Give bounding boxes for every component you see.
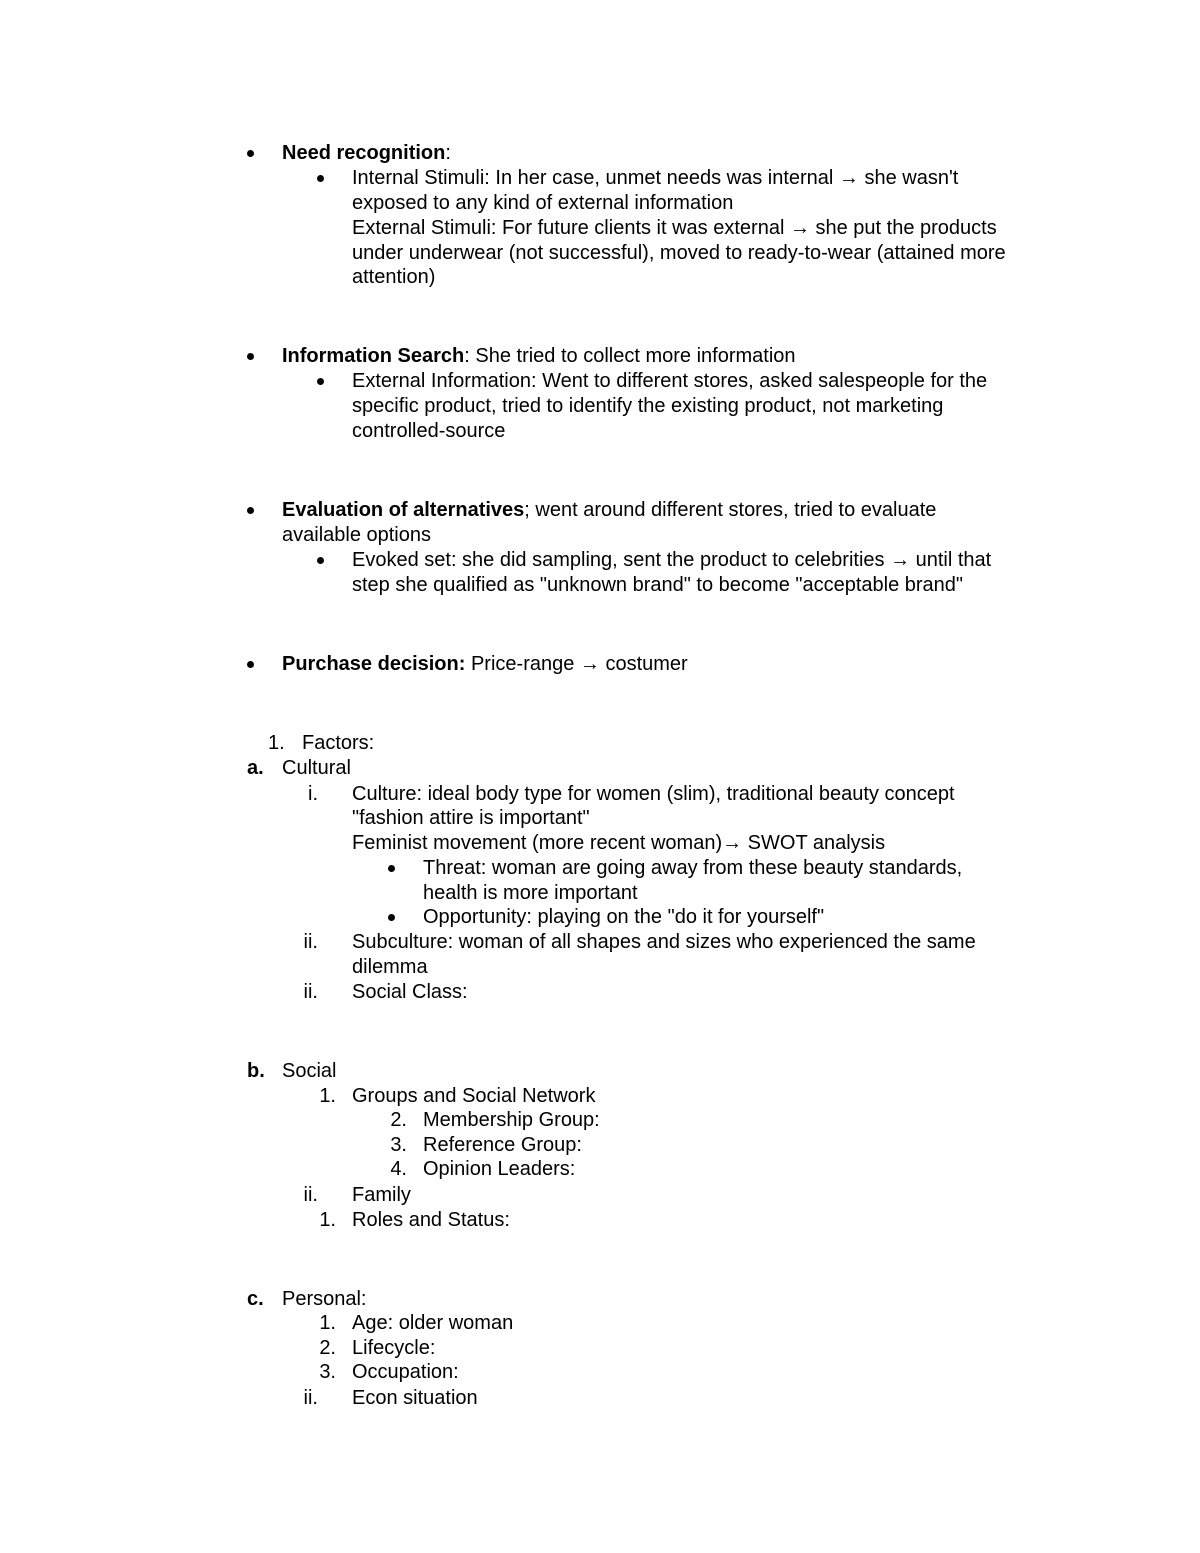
lifecycle-line: Lifecycle: xyxy=(352,1337,436,1359)
social-label: Social xyxy=(282,1060,337,1082)
occupation-line: Occupation: xyxy=(352,1361,459,1383)
external-stimuli-line-2: under underwear (not successful), moved to ready-to-wear (attained more xyxy=(352,242,1006,264)
external-information-line-1: External Information: Went to different stores, asked salespeople for the xyxy=(352,370,988,392)
internal-stimuli-line-2: exposed to any kind of external information xyxy=(352,192,734,214)
external-information-line-2: specific product, tried to identify the existing product, not marketing xyxy=(352,395,944,417)
bullet-icon xyxy=(247,353,254,360)
family-marker: ii. xyxy=(303,1184,318,1206)
external-stimuli-line-1: External Stimuli: For future clients it was external → she put the products xyxy=(352,217,997,239)
external-information-line-3: controlled-source xyxy=(352,420,506,442)
opinion-line: Opinion Leaders: xyxy=(423,1158,576,1180)
external-stimuli-line-3: attention) xyxy=(352,266,436,288)
subculture-line-2: dilemma xyxy=(352,956,428,978)
subculture-marker: ii. xyxy=(303,931,318,953)
threat-line-2: health is more important xyxy=(423,882,638,904)
occupation-marker: 3. xyxy=(319,1361,336,1383)
culture-line-1: Culture: ideal body type for women (slim), traditional beauty concept xyxy=(352,783,955,805)
need-recognition-heading: Need recognition xyxy=(282,142,446,164)
culture-marker: i. xyxy=(308,783,318,805)
social-class-line: Social Class: xyxy=(352,981,468,1003)
econ-line: Econ situation xyxy=(352,1387,478,1409)
membership-marker: 2. xyxy=(390,1109,407,1131)
evaluation-text: ; went around different stores, tried to evaluate xyxy=(524,499,937,521)
roles-line: Roles and Status: xyxy=(352,1209,510,1231)
purchase-decision-text: Price-range → costumer xyxy=(465,653,688,675)
age-line: Age: older woman xyxy=(352,1312,514,1334)
reference-marker: 3. xyxy=(390,1134,407,1156)
bullet-icon xyxy=(247,507,254,514)
social-marker xyxy=(247,1059,265,1084)
age-marker: 1. xyxy=(319,1312,336,1334)
culture-line-2: "fashion attire is important" xyxy=(352,807,590,829)
bullet-icon xyxy=(388,914,395,921)
factors-marker: 1. xyxy=(268,732,285,754)
reference-line: Reference Group: xyxy=(423,1134,582,1156)
lifecycle-marker: 2. xyxy=(319,1337,336,1359)
purchase-decision-heading: Purchase decision: xyxy=(282,653,466,675)
threat-line-1: Threat: woman are going away from these beauty standards, xyxy=(423,857,963,879)
feminist-line: Feminist movement (more recent woman)→ SWOT analysis xyxy=(352,832,886,854)
groups-marker: 1. xyxy=(319,1085,336,1107)
bullet-icon xyxy=(317,175,324,182)
evaluation-heading: Evaluation of alternatives xyxy=(282,499,525,521)
information-search-heading: Information Search xyxy=(282,345,465,367)
bullet-icon xyxy=(247,661,254,668)
information-search-line xyxy=(282,344,796,369)
econ-marker: ii. xyxy=(303,1387,318,1409)
cultural-marker xyxy=(247,756,264,781)
social-marker-text: b. xyxy=(247,1060,265,1082)
bullet-icon xyxy=(317,557,324,564)
internal-stimuli-line-1: Internal Stimuli: In her case, unmet needs was internal → she wasn't xyxy=(352,167,959,189)
social-class-marker: ii. xyxy=(303,981,318,1003)
factors-label: Factors: xyxy=(302,732,375,754)
groups-line: Groups and Social Network xyxy=(352,1085,596,1107)
cultural-marker-text: a. xyxy=(247,757,264,779)
membership-line: Membership Group: xyxy=(423,1109,600,1131)
opinion-marker: 4. xyxy=(390,1158,407,1180)
evoked-set-line-1: Evoked set: she did sampling, sent the product to celebrities → until that xyxy=(352,549,992,571)
information-search-text: : She tried to collect more information xyxy=(464,345,796,367)
purchase-decision-line xyxy=(282,652,688,677)
roles-marker: 1. xyxy=(319,1209,336,1231)
bullet-icon xyxy=(247,150,254,157)
personal-marker-text: c. xyxy=(247,1288,264,1310)
evaluation-line-2: available options xyxy=(282,524,431,546)
need-recognition-heading-line xyxy=(282,141,451,166)
opportunity-line: Opportunity: playing on the "do it for yourself" xyxy=(423,906,825,928)
bullet-icon xyxy=(317,378,324,385)
evoked-set-line-2: step she qualified as "unknown brand" to become "acceptable brand" xyxy=(352,574,964,596)
need-colon: : xyxy=(445,142,451,164)
evaluation-line-1 xyxy=(282,498,936,523)
personal-label: Personal: xyxy=(282,1288,367,1310)
personal-marker xyxy=(247,1287,264,1312)
cultural-label: Cultural xyxy=(282,757,351,779)
bullet-icon xyxy=(388,865,395,872)
subculture-line-1: Subculture: woman of all shapes and sizes who experienced the same xyxy=(352,931,976,953)
family-line: Family xyxy=(352,1184,411,1206)
